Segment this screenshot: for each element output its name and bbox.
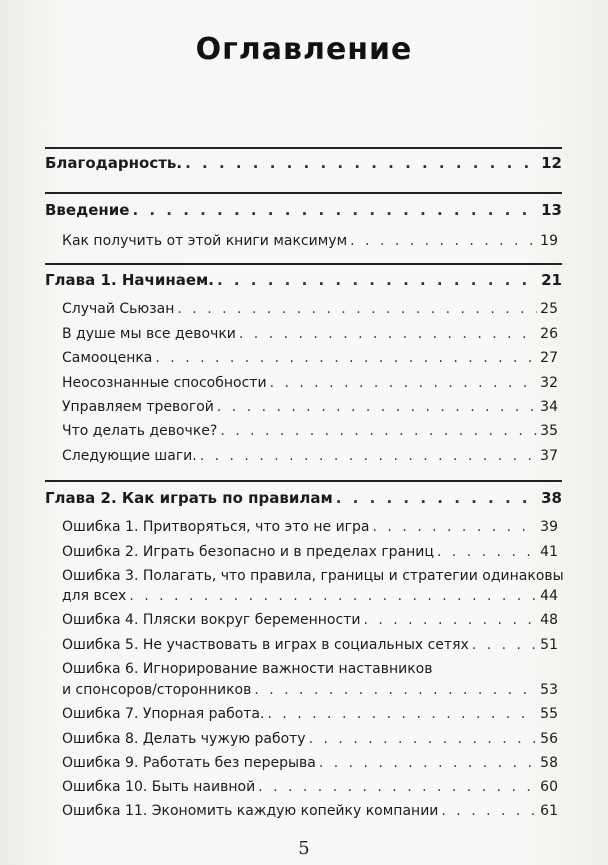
- leader-dots: [239, 326, 537, 342]
- toc-label: для всех: [62, 588, 127, 604]
- leader-dots: [350, 233, 537, 249]
- toc-page: 39: [540, 519, 558, 535]
- toc-entry: [62, 544, 558, 560]
- toc-entry-chapter-2: [45, 489, 562, 507]
- leader-dots: [270, 375, 538, 391]
- toc-page: 60: [540, 779, 558, 795]
- toc-entry: [62, 779, 558, 795]
- toc-label: Ошибка 2. Играть безопасно и в пределах границ: [62, 544, 434, 560]
- toc-entry: [62, 755, 558, 771]
- leader-dots: [220, 423, 537, 439]
- leader-dots: [254, 682, 537, 698]
- toc-page: 44: [540, 588, 558, 604]
- toc-entry: [62, 637, 558, 653]
- toc-entry: [62, 399, 558, 415]
- header-rule: [45, 147, 562, 149]
- toc-page: 56: [540, 731, 558, 747]
- toc-label: Неосознанные способности: [62, 375, 267, 391]
- page-number: 5: [298, 838, 310, 859]
- section-rule: [45, 263, 562, 265]
- toc-page: 25: [540, 301, 558, 317]
- toc-page: 26: [540, 326, 558, 342]
- leader-dots: [373, 519, 538, 535]
- toc-entry: [62, 448, 558, 464]
- toc-entry-line1: Ошибка 3. Полагать, что правила, границы и стратегии одинаковы: [62, 568, 564, 584]
- leader-dots: [185, 154, 538, 172]
- toc-label: Что делать девочке?: [62, 423, 218, 439]
- toc-page: 41: [540, 544, 558, 560]
- toc-page: 51: [540, 637, 558, 653]
- leader-dots: [437, 544, 537, 560]
- toc-page: 13: [541, 201, 562, 219]
- toc-label: Управляем тревогой: [62, 399, 214, 415]
- toc-label: Благодарность.: [45, 154, 183, 172]
- toc-label: Следующие шаги.: [62, 448, 197, 464]
- toc-entry: [62, 301, 558, 317]
- toc-label: Глава 2. Как играть по правилам: [45, 489, 333, 507]
- toc-page: 38: [541, 489, 562, 507]
- toc-page: 48: [540, 612, 558, 628]
- toc-entry: [62, 612, 558, 628]
- toc-label: Ошибка 9. Работать без перерыва: [62, 755, 316, 771]
- leader-dots: [267, 706, 537, 722]
- toc-entry: [62, 326, 558, 342]
- toc-entry: [62, 588, 558, 604]
- toc-page: 21: [541, 271, 562, 289]
- leader-dots: [258, 779, 537, 795]
- toc-label: Ошибка 7. Упорная работа.: [62, 706, 265, 722]
- leader-dots: [336, 489, 538, 507]
- toc-label: Ошибка 8. Делать чужую работу: [62, 731, 306, 747]
- toc-entry: [62, 350, 558, 366]
- leader-dots: [129, 588, 537, 604]
- toc-entry-acknowledgements: [45, 154, 562, 172]
- leader-dots: [319, 755, 537, 771]
- toc-entry: [62, 375, 558, 391]
- toc-page: 35: [540, 423, 558, 439]
- toc-page: 55: [540, 706, 558, 722]
- leader-dots: [200, 448, 537, 464]
- leader-dots: [132, 201, 538, 219]
- leader-dots: [177, 301, 537, 317]
- section-rule: [45, 480, 562, 482]
- toc-page: 53: [540, 682, 558, 698]
- toc-entry-line1: Ошибка 6. Игнорирование важности наставников: [62, 661, 433, 677]
- toc-label: Как получить от этой книги максимум: [62, 233, 348, 249]
- leader-dots: [217, 399, 537, 415]
- toc-entry: [62, 423, 558, 439]
- toc-label: Ошибка 11. Экономить каждую копейку компании: [62, 803, 439, 819]
- toc-label: Ошибка 5. Не участвовать в играх в социальных сетях: [62, 637, 469, 653]
- toc-label: В душе мы все девочки: [62, 326, 236, 342]
- leader-dots: [472, 637, 537, 653]
- toc-entry: [62, 233, 558, 249]
- toc-label: Ошибка 10. Быть наивной: [62, 779, 256, 795]
- leader-dots: [363, 612, 537, 628]
- toc-entry: [62, 519, 558, 535]
- toc-label: Ошибка 1. Притворяться, что это не игра: [62, 519, 370, 535]
- toc-page: 27: [540, 350, 558, 366]
- toc-page: 32: [540, 375, 558, 391]
- toc-entry: [62, 682, 558, 698]
- toc-label: Случай Сьюзан: [62, 301, 175, 317]
- toc-page: 34: [540, 399, 558, 415]
- toc-label: Введение: [45, 201, 130, 219]
- leader-dots: [441, 803, 537, 819]
- toc-entry: [62, 731, 558, 747]
- toc-entry-chapter-1: [45, 271, 562, 289]
- toc-label: Самооценка: [62, 350, 153, 366]
- leader-dots: [217, 271, 538, 289]
- toc-label: Ошибка 4. Пляски вокруг беременности: [62, 612, 361, 628]
- toc-page: 37: [540, 448, 558, 464]
- toc-entry: [62, 803, 558, 819]
- toc-label: Глава 1. Начинаем.: [45, 271, 214, 289]
- toc-page: 58: [540, 755, 558, 771]
- toc-page: 19: [540, 233, 558, 249]
- toc-page: 61: [540, 803, 558, 819]
- page-title: Оглавление: [195, 32, 413, 67]
- toc-label: и спонсоров/сторонников: [62, 682, 252, 698]
- toc-entry-introduction: [45, 201, 562, 219]
- toc-page: 12: [541, 154, 562, 172]
- toc-entry: [62, 706, 558, 722]
- section-rule: [45, 192, 562, 194]
- leader-dots: [155, 350, 537, 366]
- leader-dots: [309, 731, 538, 747]
